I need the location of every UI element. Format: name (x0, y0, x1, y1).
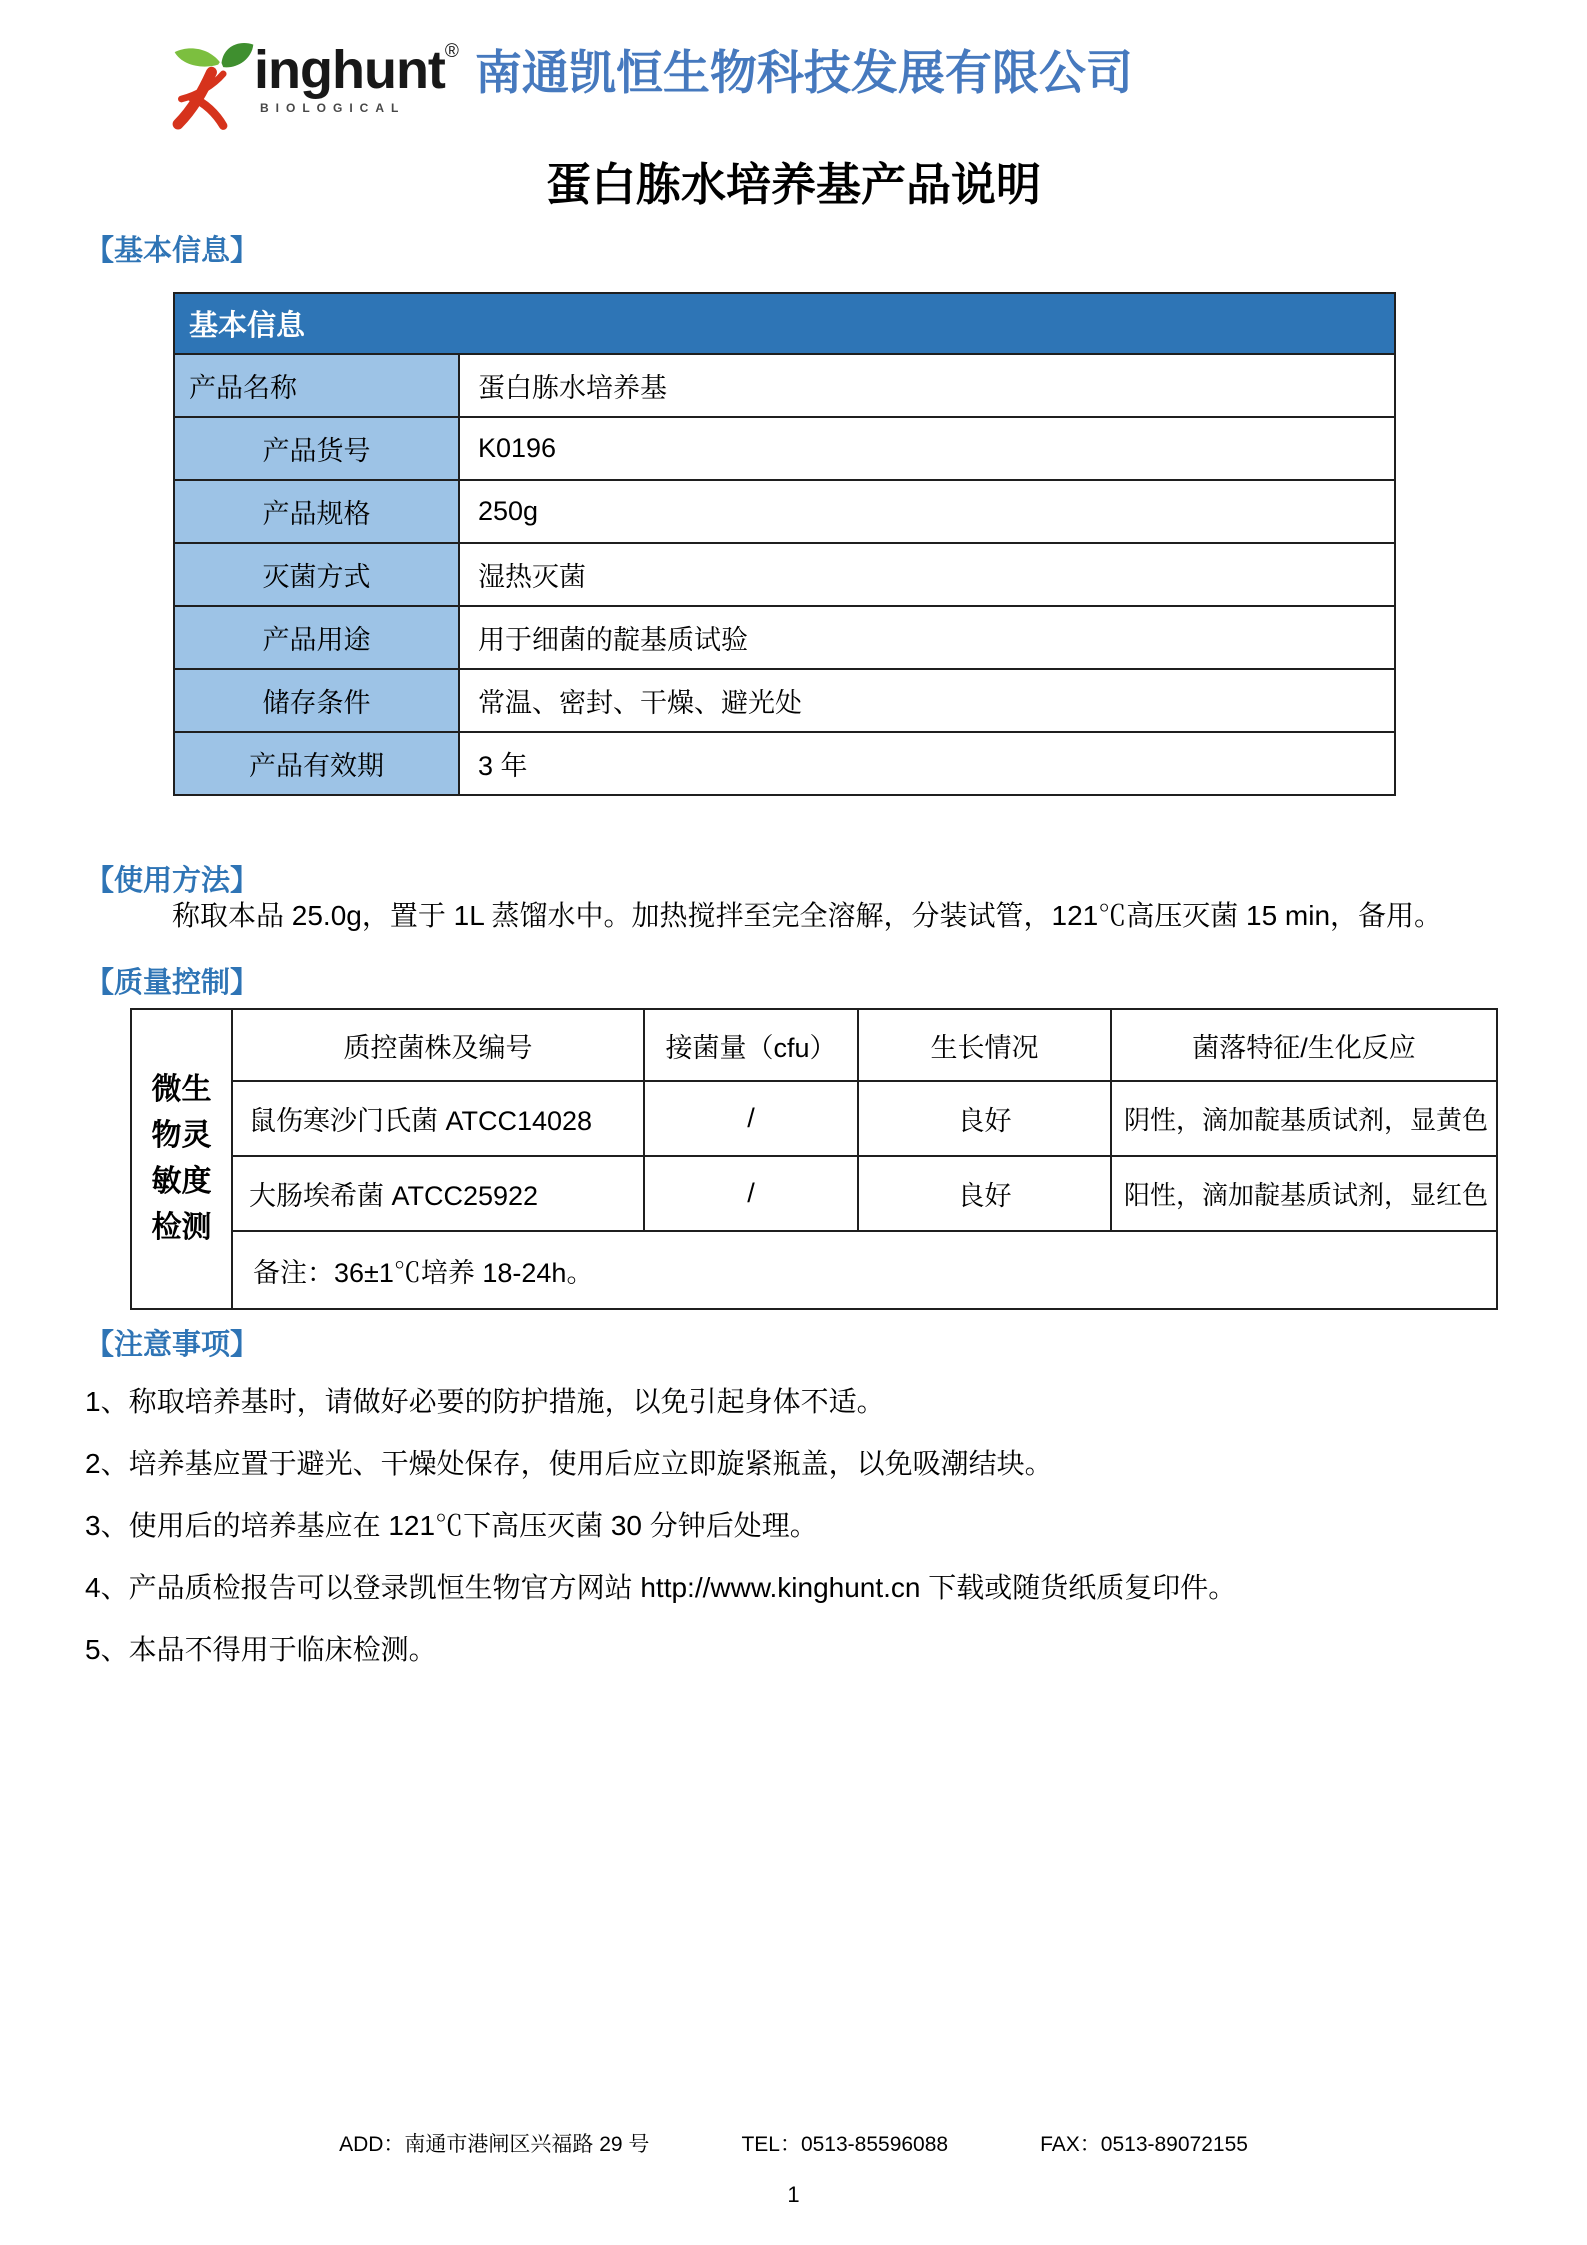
row-label: 产品规格 (174, 480, 459, 543)
note-item: 4、产品质检报告可以登录凯恒生物官方网站 http://www.kinghunt.cn 下载或随货纸质复印件。 (85, 1572, 1237, 1603)
section-heading-quality: 【质量控制】 (85, 967, 260, 999)
section-heading-notes: 【注意事项】 (85, 1329, 260, 1361)
cfu-cell: / (644, 1081, 858, 1156)
row-value: K0196 (459, 417, 1395, 480)
quality-data-row (131, 1081, 1497, 1156)
result-cell: 阳性，滴加靛基质试剂，显红色 (1111, 1156, 1497, 1231)
table-row (174, 417, 1395, 480)
note-item: 5、本品不得用于临床检测。 (85, 1634, 437, 1665)
table-row (174, 354, 1395, 417)
table-row (174, 669, 1395, 732)
growth-cell: 良好 (858, 1156, 1111, 1231)
quality-header-row (131, 1009, 1497, 1081)
strain-cell: 鼠伤寒沙门氏菌 ATCC14028 (232, 1081, 644, 1156)
column-header-growth: 生长情况 (858, 1009, 1111, 1081)
row-value: 3 年 (459, 732, 1395, 795)
table-row (174, 543, 1395, 606)
row-value: 湿热灭菌 (459, 543, 1395, 606)
document-title: 蛋白胨水培养基产品说明 (545, 160, 1041, 210)
footer-fax: FAX：0513-89072155 (1040, 2133, 1248, 2156)
registered-mark: ® (444, 41, 459, 62)
row-label: 灭菌方式 (174, 543, 459, 606)
table-row (174, 480, 1395, 543)
company-logo (168, 40, 459, 130)
row-value: 用于细菌的靛基质试验 (459, 606, 1395, 669)
strain-cell: 大肠埃希菌 ATCC25922 (232, 1156, 644, 1231)
table-row (174, 732, 1395, 795)
note-item: 3、使用后的培养基应在 121℃下高压灭菌 30 分钟后处理。 (85, 1510, 818, 1541)
row-label: 产品货号 (174, 417, 459, 480)
note-item: 2、培养基应置于避光、干燥处保存，使用后应立即旋紧瓶盖，以免吸潮结块。 (85, 1448, 1053, 1479)
column-header-characteristics: 菌落特征/生化反应 (1111, 1009, 1497, 1081)
column-header-cfu: 接菌量（cfu） (644, 1009, 858, 1081)
table-header-row (174, 293, 1395, 354)
table-row (174, 606, 1395, 669)
row-label: 产品名称 (174, 354, 459, 417)
basic-info-table-header: 基本信息 (174, 293, 1395, 354)
column-header-strain: 质控菌株及编号 (232, 1009, 644, 1081)
logo-brand-text: inghunt (254, 40, 445, 100)
row-value: 蛋白胨水培养基 (459, 354, 1395, 417)
footer-tel: TEL：0513-85596088 (741, 2133, 949, 2156)
usage-paragraph: 称取本品 25.0g，置于 1L 蒸馏水中。加热搅拌至完全溶解，分装试管，121℃高压灭菌 15 min，备用。 (172, 900, 1443, 931)
note-item: 1、称取培养基时，请做好必要的防护措施，以免引起身体不适。 (85, 1386, 885, 1417)
row-label: 产品有效期 (174, 732, 459, 795)
row-value: 常温、密封、干燥、避光处 (459, 669, 1395, 732)
logo-subtitle: BIOLOGICAL (260, 101, 406, 115)
row-value: 250g (459, 480, 1395, 543)
company-name: 南通凯恒生物科技发展有限公司 (474, 48, 1133, 100)
quality-note-row (131, 1231, 1497, 1309)
quality-side-label: 微生物灵敏度检测 (131, 1009, 232, 1309)
kinghunt-leaf-k-icon (168, 42, 260, 130)
result-cell: 阴性，滴加靛基质试剂，显黄色 (1111, 1081, 1497, 1156)
page-number: 1 (787, 2182, 800, 2207)
footer-address: ADD：南通市港闸区兴福路 29 号 (339, 2133, 650, 2156)
section-heading-basic-info: 【基本信息】 (85, 235, 260, 267)
logo-text-block (254, 40, 459, 115)
document-header (168, 40, 1133, 130)
row-label: 产品用途 (174, 606, 459, 669)
notes-list (85, 1384, 1515, 1694)
growth-cell: 良好 (858, 1081, 1111, 1156)
cfu-cell: / (644, 1156, 858, 1231)
quality-note: 备注：36±1℃培养 18-24h。 (232, 1231, 1497, 1309)
section-heading-usage: 【使用方法】 (85, 865, 260, 897)
quality-data-row (131, 1156, 1497, 1231)
quality-control-table (130, 1008, 1498, 1310)
page-footer (0, 2128, 1587, 2158)
basic-info-table (173, 292, 1396, 796)
row-label: 储存条件 (174, 669, 459, 732)
